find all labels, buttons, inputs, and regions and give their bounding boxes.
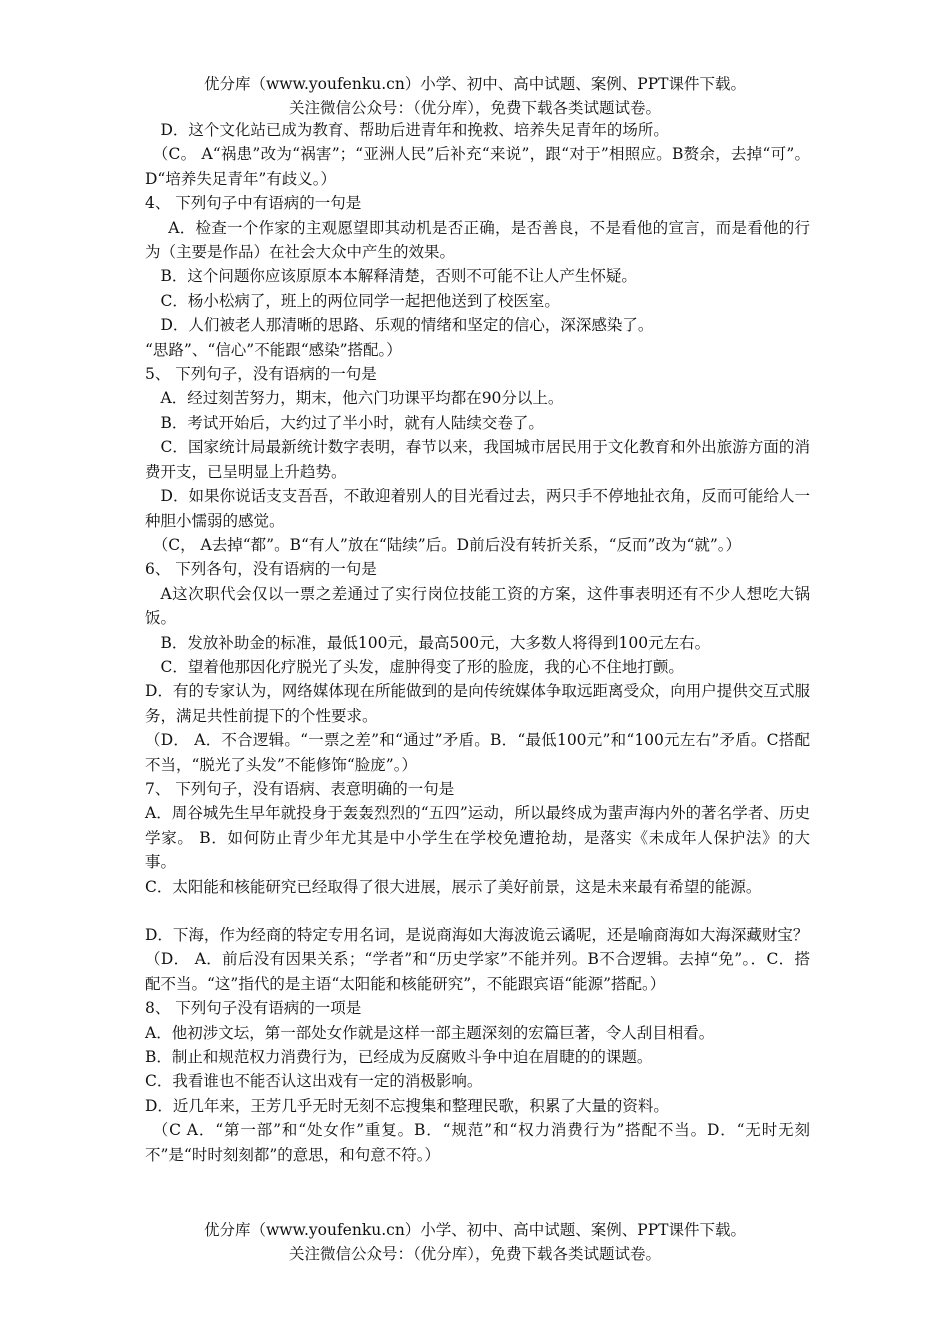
q8-option-c: C．我看谁也不能否认这出戏有一定的消极影响。 <box>145 1072 483 1091</box>
q3-option-d: D．这个文化站已成为教育、帮助后进青年和挽救、培养失足青年的场所。 <box>160 121 669 139</box>
q5-option-a: A．经过刻苦努力，期末，他六门功课平均都在90分以上。 <box>160 389 564 408</box>
q8-option-b: B．制止和规范权力消费行为，已经成为反腐败斗争中迫在眉睫的的课题。 <box>145 1048 653 1067</box>
header-line-2: 关注微信公众号：（优分库），免费下载各类试题试卷。 <box>288 99 661 117</box>
q7-option-c: C．太阳能和核能研究已经取得了很大进展，展示了美好前景，这是未来最有希望的能源。 <box>145 877 762 896</box>
q8-option-d: D．近几年来，王芳几乎无时无刻不忘搜集和整理民歌，积累了大量的资料。 <box>145 1096 669 1115</box>
q6-option-c: C．望着他那因化疗脱光了头发，虚肿得变了形的脸庞，我的心不住地打颤。 <box>160 657 684 676</box>
q5-option-d: D．如果你说话支支吾吾，不敢迎着别人的目光看过去，两只手不停地扯衣角，反而可能给人一种胆小懦弱的感觉。 <box>145 487 810 530</box>
q8-answer: （C A．“第一部”和“处女作”重复。B．“规范”和“权力消费行为”搭配不当。D．“无时无刻不”是“时时刻刻都”的意思，和句意不符。） <box>145 1121 810 1164</box>
q4-answer: “思路”、“信心”不能跟“感染”搭配。） <box>145 340 402 359</box>
q6-answer: （D． A．不合逻辑。“一票之差”和“通过”矛盾。B．“最低100元”和“100元左右”矛盾。C搭配不当，“脱光了头发”不能修饰“脸庞”。） <box>145 731 810 774</box>
q5-stem: 5、 下列句子，没有语病的一句是 <box>145 365 377 384</box>
q6-option-d: D．有的专家认为，网络媒体现在所能做到的是向传统媒体争取远距离受众，向用户提供交互式服务，满足共性前提下的个性要求。 <box>145 682 810 725</box>
q5-option-b: B．考试开始后，大约过了半小时，就有人陆续交卷了。 <box>160 413 544 432</box>
blank-line <box>145 899 810 923</box>
footer-line-1: 优分库（www.youfenku.cn）小学、初中、高中试题、案例、PPT课件下载。 <box>203 1221 747 1239</box>
header-line-1: 优分库（www.youfenku.cn）小学、初中、高中试题、案例、PPT课件下载。 <box>203 75 747 93</box>
q4-option-b: B．这个问题你应该原原本本解释清楚，否则不可能不让人产生怀疑。 <box>160 267 637 286</box>
document-body <box>145 118 810 1167</box>
q3-answer: （C。 A“祸患”改为“祸害”；“亚洲人民”后补充“来说”，跟“对于”相照应。B赘余，去掉“可”。D“培养失足青年”有歧义。） <box>145 145 810 188</box>
q4-option-d: D．人们被老人那清晰的思路、乐观的情绪和坚定的信心，深深感染了。 <box>160 316 654 335</box>
q7-answer: （D． A．前后没有因果关系；“学者”和“历史学家”不能并列。B不合逻辑。去掉“免”。．C．搭配不当。“这”指代的是主语“太阳能和核能研究”，不能跟宾语“能源”搭配。） <box>145 950 810 993</box>
q6-option-a: A这次职代会仅以一票之差通过了实行岗位技能工资的方案，这件事表明还有不少人想吃大锅饭。 <box>145 584 810 628</box>
q6-option-b: B．发放补助金的标准，最低100元，最高500元，大多数人将得到100元左右。 <box>160 633 711 652</box>
footer-line-2: 关注微信公众号：（优分库），免费下载各类试题试卷。 <box>288 1245 661 1263</box>
q8-option-a: A．他初涉文坛，第一部处女作就是这样一部主题深刻的宏篇巨著，令人刮目相看。 <box>145 1023 715 1042</box>
q4-option-c: C．杨小松病了，班上的两位同学一起把他送到了校医室。 <box>160 291 560 310</box>
q5-answer: （C， A去掉“都”。B“有人”放在“陆续”后。D前后没有转折关系，“反而”改为“就”。） <box>152 535 742 554</box>
q5-option-c: C．国家统计局最新统计数字表明，春节以来，我国城市居民用于文化教育和外出旅游方面的消费开支，已呈明显上升趋势。 <box>145 438 810 481</box>
q7-stem: 7、 下列句子，没有语病、表意明确的一句是 <box>145 779 455 798</box>
q7-option-d: D．下海，作为经商的特定专用名词，是说商海如大海波诡云谲呢，还是喻商海如大海深藏财宝？ <box>145 926 809 944</box>
q4-stem: 4、 下列句子中有语病的一句是 <box>145 194 362 213</box>
q4-option-a: A．检查一个作家的主观愿望即其动机是否正确，是否善良，不是看他的宣言，而是看他的行为（主要是作品）在社会大众中产生的效果。 <box>145 218 810 262</box>
q6-stem: 6、 下列各句，没有语病的一句是 <box>145 560 377 579</box>
q7-options-a-b: A．周谷城先生早年就投身于轰轰烈烈的“五四”运动，所以最终成为蜚声海内外的著名学者、历史学家。 B．如何防止青少年尤其是中小学生在学校免遭抢劫，是落实《未成年人保护法》的大事。 <box>145 804 810 872</box>
q8-stem: 8、 下列句子没有语病的一项是 <box>145 999 362 1018</box>
